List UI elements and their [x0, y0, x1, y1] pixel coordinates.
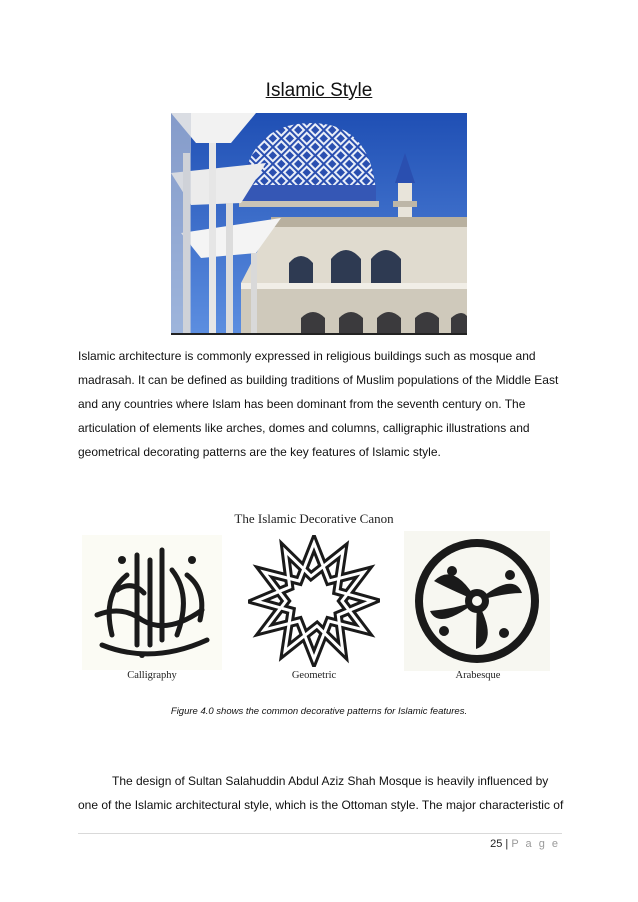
- page-number: 25: [490, 838, 503, 850]
- calligraphy-illustration: [82, 535, 222, 670]
- body-paragraph: The design of Sultan Salahuddin Abdul Aziz Shah Mosque is heavily influenced by one of the Islamic architectural style, which is the Ottoman style. The major characteristic of: [78, 774, 564, 812]
- decorative-canon-figure: [78, 505, 550, 687]
- page-footer: [490, 838, 560, 850]
- mosque-illustration: [171, 113, 467, 333]
- label-geometric: Geometric: [291, 670, 337, 681]
- label-arabesque: Arabesque: [455, 670, 501, 681]
- figure-caption: Figure 4.0 shows the common decorative patterns for Islamic features.: [170, 706, 468, 717]
- intro-paragraph: Islamic architecture is commonly expressed in religious buildings such as mosque and madrasah. It can be defined as building traditions of Muslim populations of the Middle East and any countries where Islam has been dominant from the seventh century on. The articulation of elements like arches, domes and columns, calligraphic illustrations and geometrical decorating patterns are the key features of Islamic style.: [78, 349, 559, 459]
- mosque-photo: [171, 113, 467, 335]
- page-title: Islamic Style: [265, 80, 373, 101]
- figure-title: The Islamic Decorative Canon: [234, 511, 394, 526]
- footer-divider: [78, 833, 562, 834]
- geometric-illustration: [248, 535, 380, 667]
- footer-separator: |: [505, 838, 509, 850]
- page-word: P a g e: [511, 838, 560, 850]
- arabesque-illustration: [404, 531, 550, 671]
- label-calligraphy: Calligraphy: [127, 670, 177, 681]
